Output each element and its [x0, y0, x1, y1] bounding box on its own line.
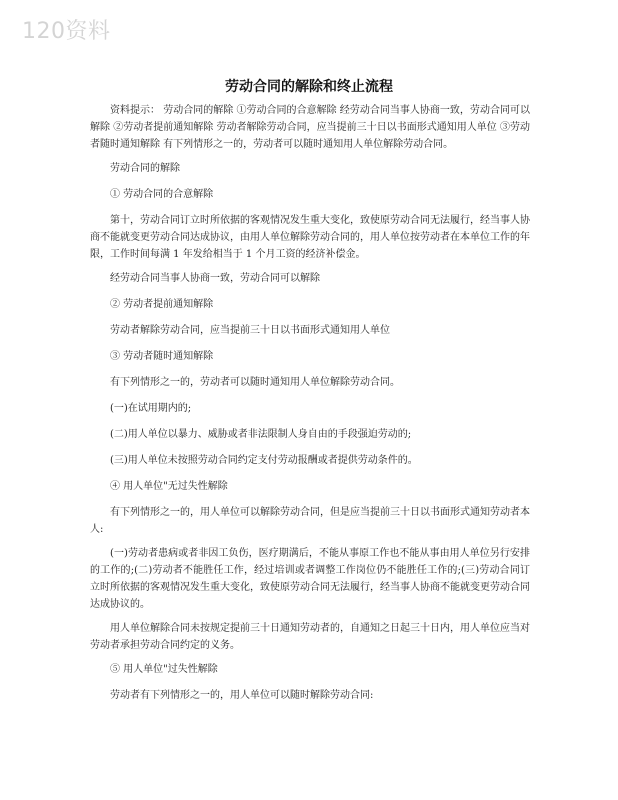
section-heading: 劳动合同的解除: [110, 163, 180, 174]
body-paragraph: 经劳动合同当事人协商一致，劳动合同可以解除: [110, 273, 320, 284]
body-paragraph: 第十，劳动合同订立时所依据的客观情况发生重大变化，致使原劳动合同无法履行，经当事人协商不能就变更劳动合同达成协议，由用人单位解除劳动合同的，用人单位按劳动者在本单位工作的年限，工作时间每满 1 年发给相当于 1 个月工资的经济补偿金。: [90, 215, 530, 260]
body-paragraph: 有下列情形之一的，用人单位可以解除劳动合同，但是应当提前三十日以书面形式通知劳动者本人:: [90, 507, 530, 535]
summary-paragraph: 资料提示： 劳动合同的解除 ①劳动合同的合意解除 经劳动合同当事人协商一致，劳动合同可以解除 ②劳动者提前通知解除 劳动者解除劳动合同，应当提前三十日以书面形式通知用人单位 ③劳动者随时通知解除 有下列情形之一的，劳动者可以随时通知用人单位解除劳动合同。: [90, 105, 530, 150]
body-paragraph: 劳动者解除劳动合同，应当提前三十日以书面形式通知用人单位: [110, 325, 390, 336]
document-title: 劳动合同的解除和终止流程: [225, 79, 393, 95]
watermark-logo: 120资料: [22, 19, 111, 44]
body-paragraph: 有下列情形之一的，劳动者可以随时通知用人单位解除劳动合同。: [110, 377, 400, 388]
body-paragraph: 用人单位解除合同未按规定提前三十日通知劳动者的，自通知之日起三十日内，用人单位应当对劳动者承担劳动合同约定的义务。: [90, 623, 530, 651]
subsection-heading: ③ 劳动者随时通知解除: [110, 351, 214, 362]
list-item: (二)用人单位以暴力、威胁或者非法限制人身自由的手段强迫劳动的;: [110, 429, 412, 440]
body-paragraph: 劳动者有下列情形之一的，用人单位可以随时解除劳动合同:: [110, 690, 374, 701]
subsection-heading: ④ 用人单位"无过失性解除: [110, 481, 228, 492]
list-item: (一)在试用期内的;: [110, 403, 192, 414]
subsection-heading: ① 劳动合同的合意解除: [110, 189, 214, 200]
document-body: [90, 102, 530, 713]
subsection-heading: ② 劳动者提前通知解除: [110, 299, 214, 310]
body-paragraph: (一)劳动者患病或者非因工负伤，医疗期满后，不能从事原工作也不能从事由用人单位另行安排的工作的;(二)劳动者不能胜任工作，经过培训或者调整工作岗位仍不能胜任工作的;(三)劳动合同订立时所依据的客观情况发生重大变化，致使原劳动合同无法履行，经当事人协商不能就变更劳动合同达成协议的。: [90, 548, 530, 610]
list-item: (三)用人单位未按照劳动合同约定支付劳动报酬或者提供劳动条件的。: [110, 455, 418, 466]
subsection-heading: ⑤ 用人单位"过失性解除: [110, 664, 218, 675]
